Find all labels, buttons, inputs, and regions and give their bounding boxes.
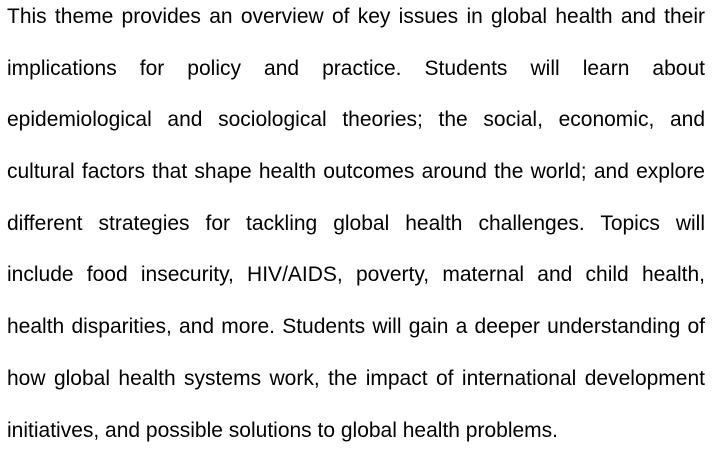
course-theme-description-paragraph (7, 0, 705, 456)
paragraph-line-7: health disparities, and more. Students will gain a deeper understanding of (7, 301, 705, 353)
paragraph-line-1: This theme provides an overview of key issues in global health and their (7, 0, 705, 43)
paragraph-line-8: how global health systems work, the impact of international development (7, 353, 705, 405)
paragraph-line-2: implications for policy and practice. Students will learn about (7, 43, 705, 95)
paragraph-line-6: include food insecurity, HIV/AIDS, poverty, maternal and child health, (7, 249, 705, 301)
paragraph-line-9: initiatives, and possible solutions to global health problems. (7, 405, 705, 456)
paragraph-line-5: different strategies for tackling global health challenges. Topics will (7, 198, 705, 250)
paragraph-line-4: cultural factors that shape health outcomes around the world; and explore (7, 146, 705, 198)
paragraph-line-3: epidemiological and sociological theories; the social, economic, and (7, 94, 705, 146)
